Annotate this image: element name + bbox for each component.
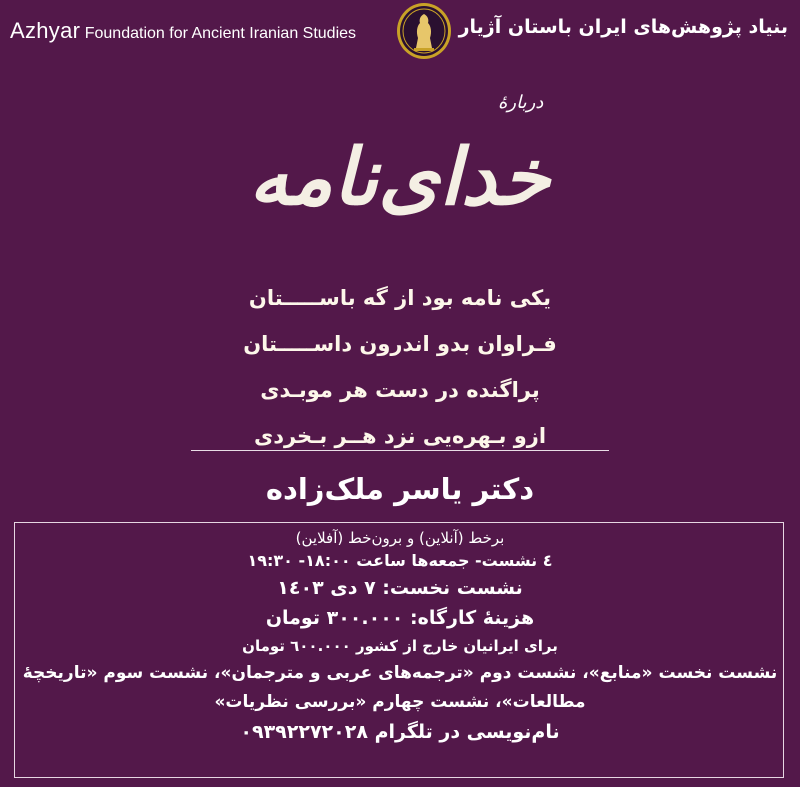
mode-text: برخط (آنلاین) و برون‌خط (آفلاین) <box>295 529 505 547</box>
schedule-text: ٤ نشست- جمعه‌ها ساعت ١٨:٠٠- ١٩:٣٠ <box>247 551 553 570</box>
foundation-subtitle-en: Foundation for Ancient Iranian Studies <box>84 25 357 42</box>
foundation-name-fa: بنیاد پژوهش‌های ایران باستان آژیار <box>458 16 788 38</box>
fee-text: هزینهٔ کارگاه: ٣٠٠.٠٠٠ تومان <box>265 607 535 629</box>
lecturer-name: دکتر یاسر ملک‌زاده <box>265 472 535 506</box>
poem-line: یکی نامه بود از گه باســـــتان <box>248 286 552 310</box>
foundation-name-en <box>10 18 356 44</box>
poem-line: فـراوان بدو اندرون داســـــتان <box>243 332 557 356</box>
foundation-seal-icon <box>396 2 452 60</box>
poem-line: ازو بـهره‌یی نزد هــر بـخردی <box>253 424 547 448</box>
sessions-text: نشست نخست «منابع»، نشست دوم «ترجمه‌های عربی و مترجمان»، نشست سوم «تاریخچهٔ مطالعات»، نشست چهارم «بررسی نظریات» <box>22 663 778 712</box>
poem-block <box>190 275 610 459</box>
header-bar <box>0 0 800 62</box>
brand-name: Azhyar <box>10 18 81 43</box>
first-session-text: نشست نخست: ٧ دی ١٤٠٣ <box>277 577 523 599</box>
about-label: دربارهٔ <box>498 92 544 113</box>
page-title: خدای‌نامه <box>249 132 550 223</box>
fee-abroad-text: برای ایرانیان خارج از کشور ٦٠٠.٠٠٠ تومان <box>242 637 558 655</box>
info-content <box>18 527 782 747</box>
divider <box>191 450 609 451</box>
poem-line: پراگنده در دست هر موبـدی <box>260 378 540 402</box>
register-text: نام‌نویسی در تلگرام ٠٩٣٩٢٢٧٢٠٢٨ <box>240 721 560 743</box>
